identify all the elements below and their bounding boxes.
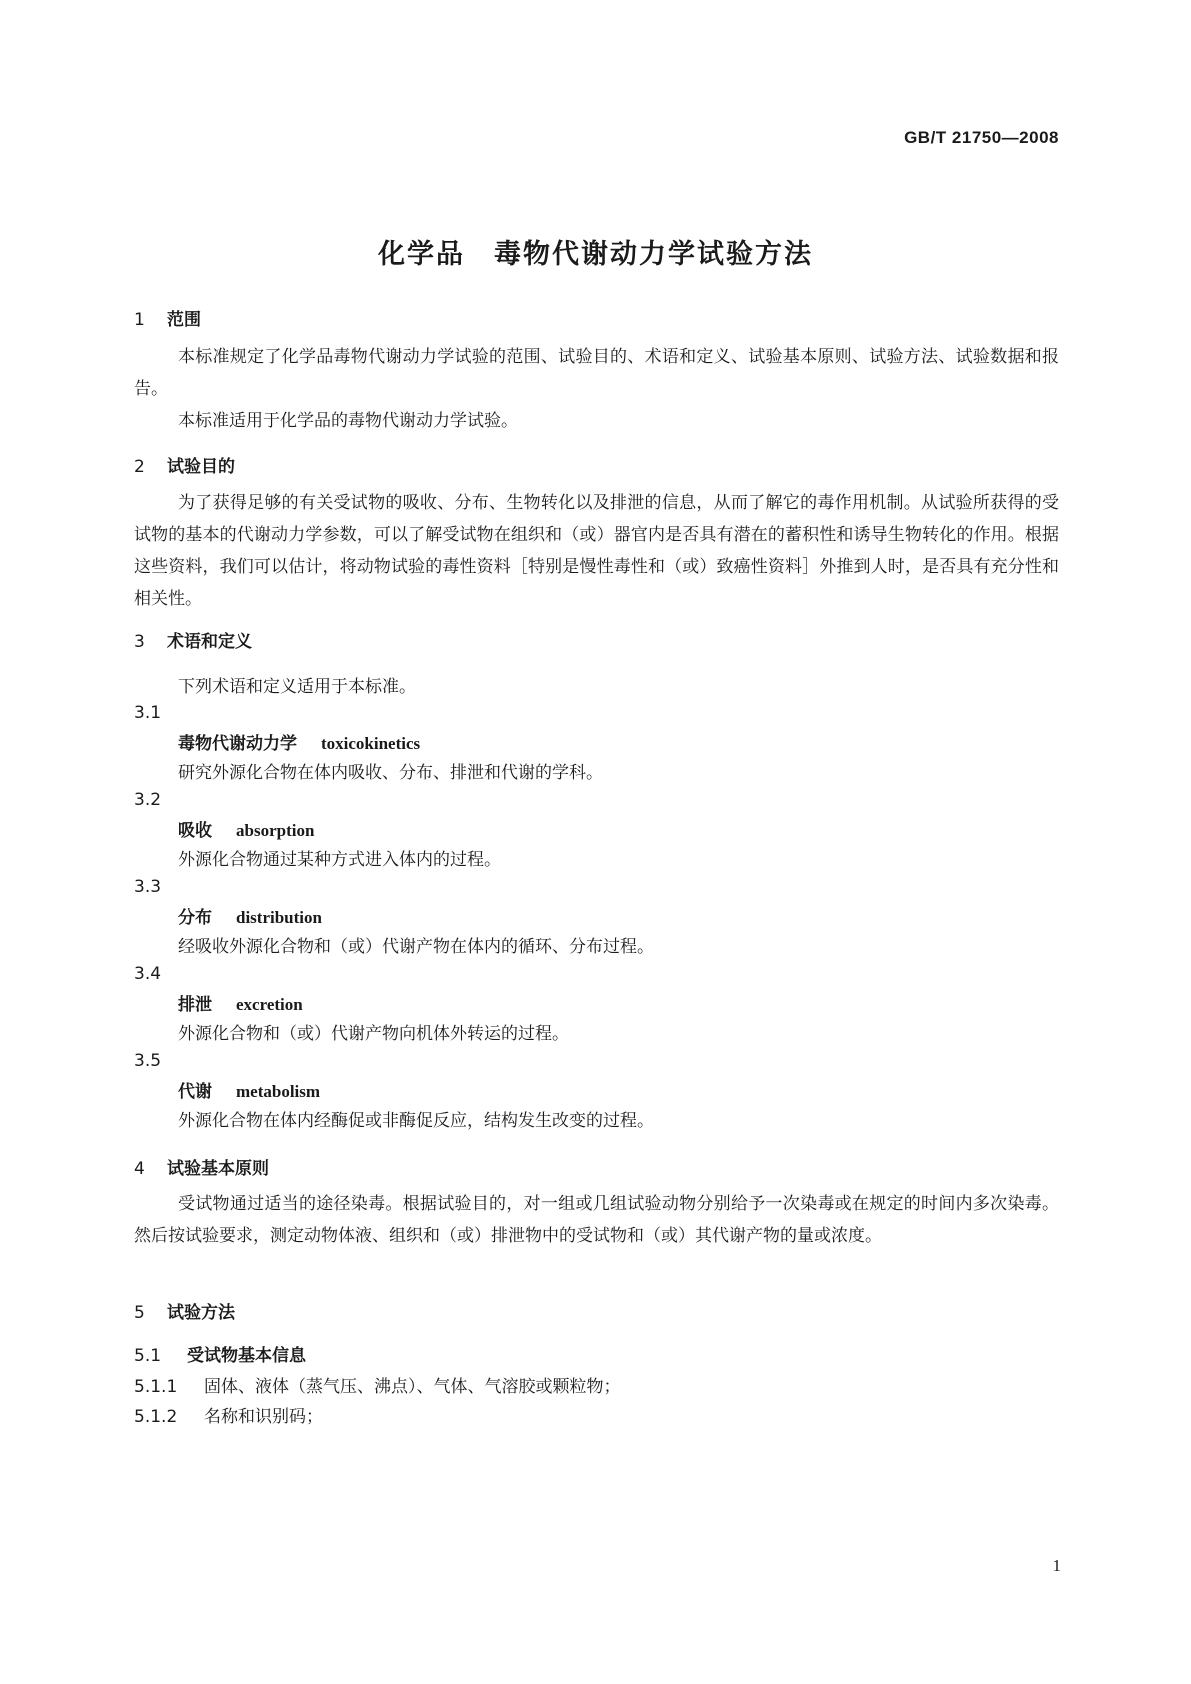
section-title: 术语和定义 (167, 632, 252, 652)
section-number: 4 (134, 1159, 145, 1179)
section-number: 2 (134, 457, 145, 477)
section-number: 5 (134, 1303, 145, 1323)
section-2-heading (134, 452, 235, 477)
term-number: 3.3 (134, 877, 162, 897)
section-2-paragraph: 为了获得足够的有关受试物的吸收、分布、生物转化以及排泄的信息，从而了解它的毒作用机制。从试验所获得的受试物的基本的代谢动力学参数，可以了解受试物在组织和（或）器官内是否具有潜在的蓄积性和诱导生物转化的作用。根据这些资料，我们可以估计，将动物试验的毒性资料［特别是慢性毒性和（或）致癌性资料］外推到人时，是否具有充分性和相关性。 (134, 493, 1059, 609)
subsection-title: 受试物基本信息 (187, 1346, 306, 1366)
term-name-zh: 代谢 (178, 1082, 212, 1102)
term-number: 3.5 (134, 1051, 162, 1071)
term-name-zh: 排泄 (178, 995, 212, 1015)
section-3-intro: 下列术语和定义适用于本标准。 (178, 677, 416, 697)
section-title: 试验基本原则 (167, 1159, 269, 1179)
section-number: 1 (134, 310, 145, 330)
term-name-zh: 吸收 (178, 821, 212, 841)
term-name (178, 990, 303, 1015)
term-name (178, 1077, 320, 1102)
item-number: 5.1.1 (134, 1377, 178, 1397)
item-text: 固体、液体（蒸气压、沸点）、气体、气溶胶或颗粒物； (204, 1377, 621, 1397)
section-title: 范围 (167, 310, 201, 330)
subsection-number: 5.1 (134, 1346, 162, 1366)
section-1-paragraph-1: 本标准规定了化学品毒物代谢动力学试验的范围、试验目的、术语和定义、试验基本原则、试验方法、试验数据和报告。 (134, 347, 1059, 399)
standard-code: GB/T 21750—2008 (904, 128, 1059, 147)
section-title: 试验目的 (167, 457, 235, 477)
term-name-en: distribution (236, 908, 322, 927)
term-number: 3.2 (134, 790, 162, 810)
section-title: 试验方法 (167, 1303, 235, 1323)
section-4-heading (134, 1154, 269, 1179)
subsection-5-1-heading (134, 1341, 306, 1366)
term-definition: 外源化合物通过某种方式进入体内的过程。 (178, 850, 501, 870)
list-item (134, 1372, 621, 1397)
item-number: 5.1.2 (134, 1407, 178, 1427)
document-title: 化学品 毒物代谢动力学试验方法 (378, 239, 813, 270)
term-number: 3.1 (134, 703, 162, 723)
list-item (134, 1402, 323, 1427)
term-name-en: toxicokinetics (321, 734, 421, 753)
section-number: 3 (134, 632, 145, 652)
term-definition: 外源化合物在体内经酶促或非酶促反应，结构发生改变的过程。 (178, 1111, 654, 1131)
term-name-en: excretion (236, 995, 303, 1014)
term-definition: 经吸收外源化合物和（或）代谢产物在体内的循环、分布过程。 (178, 937, 654, 957)
section-3-heading (134, 627, 252, 652)
section-5-heading (134, 1298, 235, 1323)
page-number: 1 (1052, 1556, 1061, 1575)
item-text: 名称和识别码； (204, 1407, 323, 1427)
term-name-en: absorption (236, 821, 315, 840)
term-definition: 研究外源化合物在体内吸收、分布、排泄和代谢的学科。 (178, 763, 603, 783)
term-number: 3.4 (134, 964, 162, 984)
term-name (178, 816, 314, 841)
term-definition: 外源化合物和（或）代谢产物向机体外转运的过程。 (178, 1024, 569, 1044)
term-name-zh: 分布 (178, 908, 212, 928)
term-name-zh: 毒物代谢动力学 (178, 734, 297, 754)
term-name (178, 903, 322, 928)
section-4-paragraph: 受试物通过适当的途径染毒。根据试验目的，对一组或几组试验动物分别给予一次染毒或在规定的时间内多次染毒。然后按试验要求，测定动物体液、组织和（或）排泄物中的受试物和（或）其代谢产物的量或浓度。 (134, 1194, 1059, 1246)
term-name-en: metabolism (236, 1082, 321, 1101)
section-1-paragraph-2: 本标准适用于化学品的毒物代谢动力学试验。 (178, 411, 518, 431)
section-1-heading (134, 305, 201, 330)
term-name (178, 729, 420, 754)
